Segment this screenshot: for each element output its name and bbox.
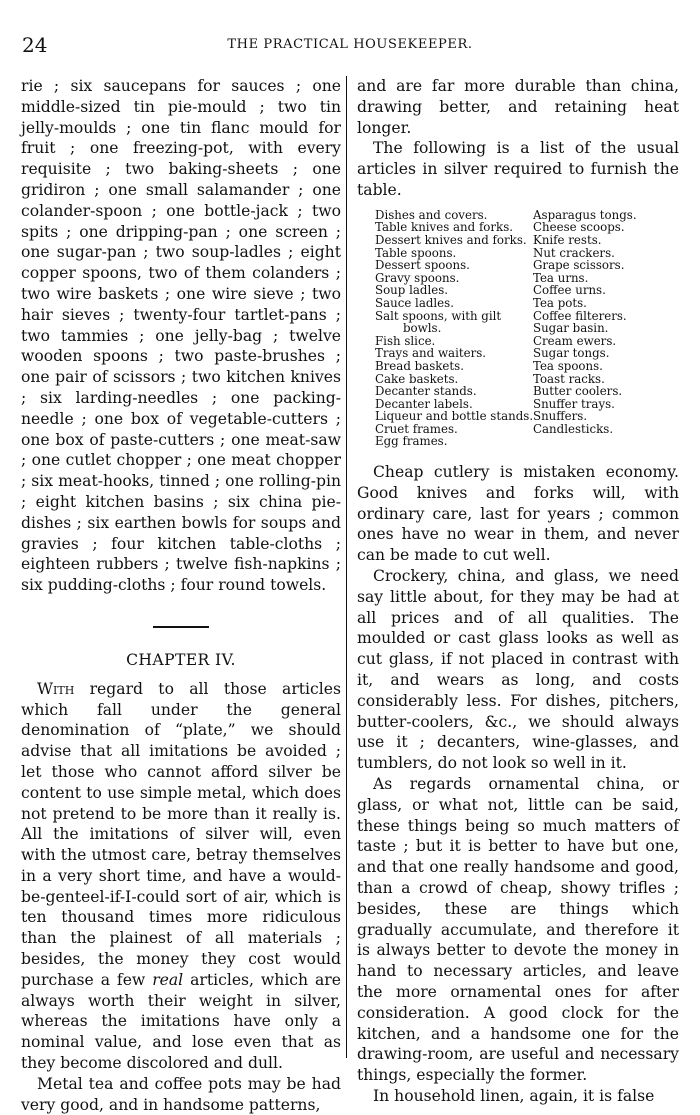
silver-list-item: Table spoons. [375,245,457,260]
silver-list-item [533,435,679,448]
silver-list-item: Dessert spoons. [375,258,470,273]
lead-word: With [37,679,75,698]
silver-list-item: Candlesticks. [533,421,614,436]
silver-list-item: Decanter stands. [375,384,477,399]
page-header [22,34,678,56]
plate-text-a: regard to all those articles which fall under the general denomination of “plate,” we should advise that all imitations be avoided ; let those who cannot afford silver be content to use simple metal, which does not pretend to be more than it really is. All the imitations of silver will, even with the utmost care, betray themselves in a very short time, and have a would-be-genteel-if-I-could sort of air, which is ten thousand times more ridiculous than the plainest of all materials ; besides, the money they cost would purchase a few [21,679,341,989]
silver-list-item: Liqueur and bottle stands. [375,409,534,424]
ornamental-paragraph: As regards ornamental china, or glass, or what not, little can be said, these things being so much matters of taste ; but it is better to have but one, and that one really handsome and good, than a crowd of cheap, showy trifles ; besides, these are things which gradually accumulate, and therefore it is always better to devote the money in hand to necessary articles, and leave the more ornamental ones for after consideration. A good clock for the kitchen, and a handsome one for the drawing-room, are useful and necessary things, especially the former. [357,775,679,1085]
silver-list-item: Tea spoons. [533,358,603,373]
silver-list-item: Tea pots. [533,295,587,310]
silver-list-item: Butter coolers. [533,384,623,399]
chapter-heading: CHAPTER IV. [126,650,236,669]
silver-list-item: Snuffer trays. [533,396,615,411]
linen-paragraph: In household linen, again, it is false [373,1086,655,1105]
silver-list-item: Decanter labels. [375,396,473,411]
silver-list-item: Coffee filterers. [533,308,627,323]
plate-text-b: articles, which are always worth their weight in silver, whereas the imitations have only a nominal value, and lose even that as they become discolored and dull. [21,970,341,1073]
kitchen-utensils-paragraph: rie ; six saucepans for sauces ; one middle-sized tin pie-mould ; two tin jelly-moulds ; one tin flanc mould for fruit ; one freezing-pot, with every requisite ; two baking-sheets ; one gridiron ; one small salamander ; one colander-spoon ; one bottle-jack ; two spits ; one dripping-pan ; one screen ; one sugar-pan ; two soup-ladles ; eight copper spoons, two of them colanders ; two wire baskets ; one wire sieve ; two hair sieves ; twenty-four tartlet-pans ; two tammies ; one jelly-bag ; twelve wooden spoons ; two paste-brushes ; one pair of scissors ; two kitchen knives ; six larding-needles ; one packing-needle ; one box of vegetable-cutters ; one box of paste-cutters ; one meat-saw ; one cutlet chopper ; one meat chopper ; six meat-hooks, tinned ; one rolling-pin ; eight kitchen basins ; six china pie-dishes ; six earthen bowls for soups and gravies ; four kitchen table-cloths ; eighteen rubbers ; twelve fish-napkins ; six pudding-cloths ; four round towels. [21,77,341,595]
right-column [357,76,679,1107]
silver-list-item: Dessert knives and forks. [375,232,527,247]
silver-articles-list [375,209,679,448]
page-number: 24 [22,33,48,57]
silver-list-item: Toast racks. [533,371,605,386]
silver-list-item: Asparagus tongs. [533,207,637,222]
left-column [21,76,341,1115]
silver-list-item: Sauce ladles. [375,295,454,310]
silver-list-item: Bread baskets. [375,358,464,373]
silver-list-item: Cheese scoops. [533,220,625,235]
silver-list-item: Cream ewers. [533,333,617,348]
cutlery-paragraph: Cheap cutlery is mistaken economy. Good knives and forks will, with ordinary care, last for years ; common ones have no wear in them, and never can be made to cut well. [357,463,679,565]
silver-list-item: Table knives and forks. [375,220,514,235]
silver-list-item: Salt spoons, with gilt [375,308,502,323]
silver-list-item: Egg frames. [375,434,448,449]
running-title: THE PRACTICAL HOUSEKEEPER. [227,37,473,52]
silver-list-item: Knife rests. [533,232,602,247]
durability-paragraph: and are far more durable than china, drawing better, and retaining heat longer. [357,77,679,137]
silver-list-item: Nut crackers. [533,245,615,260]
silver-list-item: Sugar basin. [533,321,609,336]
silver-list-item: Coffee urns. [533,283,606,298]
silver-list-item: Grape scissors. [533,258,625,273]
tea-pots-paragraph: Metal tea and coffee pots may be had very good, and in handsome patterns, [21,1074,341,1114]
silver-list-item: Dishes and covers. [375,207,488,222]
silver-list-item: Cruet frames. [375,421,458,436]
plate-paragraph [21,679,341,1074]
column-divider [346,76,347,1058]
crockery-paragraph: Crockery, china, and glass, we need say little about, for they may be had at all prices and of all qualities. The moulded or cast glass looks as well as cut glass, if not placed in contrast with it, and wears as long, and costs considerably less. For dishes, pitchers, butter-coolers, &c., we should always use it ; decanters, wine-glasses, and tumblers, do not look so well in it. [357,567,679,773]
section-separator [153,626,209,628]
silver-list-item: Soup ladles. [375,283,448,298]
silver-list-item: Trays and waiters. [375,346,487,361]
silver-list-item: Fish slice. [375,333,436,348]
silver-list-item: Tea urns. [533,270,589,285]
italic-word: real [152,970,184,989]
silver-list-item: Gravy spoons. [375,270,460,285]
silver-list-item: Cake baskets. [375,371,459,386]
silver-list-item: Sugar tongs. [533,346,610,361]
silver-list-item: bowls. [403,321,442,336]
silver-intro-paragraph: The following is a list of the usual articles in silver required to furnish the table. [357,139,679,199]
silver-list-item: Snuffers. [533,409,588,424]
